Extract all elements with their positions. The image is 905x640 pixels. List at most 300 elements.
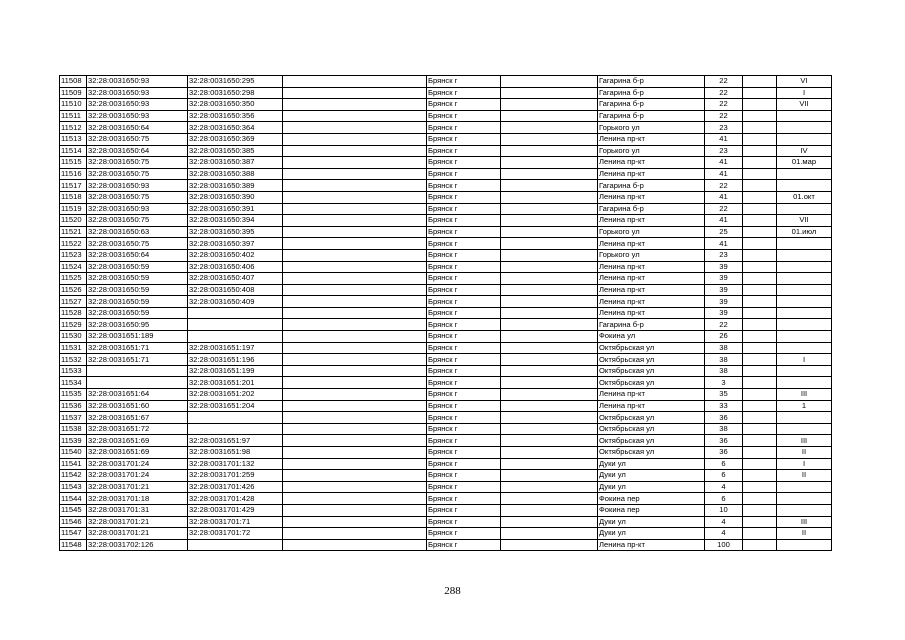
land-cadastral-cell: 32:28:0031650:64 — [87, 249, 188, 261]
district-cell — [501, 191, 598, 203]
city-cell: Брянск г — [427, 284, 501, 296]
object-name-cell — [283, 354, 427, 366]
street-cell: Ленина пр-кт — [598, 400, 705, 412]
city-cell: Брянск г — [427, 377, 501, 389]
district-cell — [501, 284, 598, 296]
building-cell — [743, 435, 777, 447]
premises-cell — [777, 377, 832, 389]
building-cell — [743, 504, 777, 516]
land-cadastral-cell: 32:28:0031701:18 — [87, 493, 188, 505]
city-cell: Брянск г — [427, 331, 501, 343]
land-cadastral-cell: 32:28:0031701:21 — [87, 516, 188, 528]
premises-cell: I — [777, 87, 832, 99]
registry-table — [59, 75, 832, 551]
city-cell: Брянск г — [427, 435, 501, 447]
row-number-cell: 11519 — [60, 203, 87, 215]
house-number-cell: 33 — [705, 400, 743, 412]
table-row — [60, 110, 832, 122]
building-cell — [743, 203, 777, 215]
premises-cell — [777, 110, 832, 122]
land-cadastral-cell: 32:28:0031651:67 — [87, 412, 188, 424]
building-cell — [743, 249, 777, 261]
land-cadastral-cell: 32:28:0031650:75 — [87, 157, 188, 169]
row-number-cell: 11526 — [60, 284, 87, 296]
city-cell: Брянск г — [427, 412, 501, 424]
land-cadastral-cell — [87, 365, 188, 377]
street-cell: Октябрьская ул — [598, 342, 705, 354]
object-cadastral-cell: 32:28:0031651:199 — [188, 365, 283, 377]
city-cell: Брянск г — [427, 226, 501, 238]
row-number-cell: 11540 — [60, 447, 87, 459]
building-cell — [743, 99, 777, 111]
object-cadastral-cell — [188, 307, 283, 319]
house-number-cell: 41 — [705, 238, 743, 250]
premises-cell: VI — [777, 76, 832, 88]
house-number-cell: 41 — [705, 157, 743, 169]
premises-cell: IV — [777, 145, 832, 157]
table-row — [60, 215, 832, 227]
city-cell: Брянск г — [427, 122, 501, 134]
city-cell: Брянск г — [427, 528, 501, 540]
city-cell: Брянск г — [427, 365, 501, 377]
building-cell — [743, 447, 777, 459]
object-name-cell — [283, 226, 427, 238]
building-cell — [743, 238, 777, 250]
building-cell — [743, 528, 777, 540]
land-cadastral-cell: 32:28:0031651:71 — [87, 342, 188, 354]
street-cell: Октябрьская ул — [598, 377, 705, 389]
object-cadastral-cell: 32:28:0031651:201 — [188, 377, 283, 389]
street-cell: Гагарина б-р — [598, 180, 705, 192]
object-name-cell — [283, 389, 427, 401]
row-number-cell: 11509 — [60, 87, 87, 99]
object-cadastral-cell: 32:28:0031650:397 — [188, 238, 283, 250]
land-cadastral-cell: 32:28:0031650:95 — [87, 319, 188, 331]
object-name-cell — [283, 110, 427, 122]
object-name-cell — [283, 342, 427, 354]
house-number-cell: 38 — [705, 354, 743, 366]
district-cell — [501, 307, 598, 319]
table-row — [60, 389, 832, 401]
district-cell — [501, 110, 598, 122]
table-row — [60, 377, 832, 389]
district-cell — [501, 180, 598, 192]
house-number-cell: 23 — [705, 122, 743, 134]
district-cell — [501, 168, 598, 180]
building-cell — [743, 226, 777, 238]
premises-cell — [777, 319, 832, 331]
object-name-cell — [283, 377, 427, 389]
table-row — [60, 528, 832, 540]
district-cell — [501, 249, 598, 261]
premises-cell — [777, 423, 832, 435]
table-row — [60, 226, 832, 238]
table-row — [60, 238, 832, 250]
street-cell: Гагарина б-р — [598, 203, 705, 215]
city-cell: Брянск г — [427, 447, 501, 459]
premises-cell — [777, 284, 832, 296]
object-cadastral-cell: 32:28:0031650:389 — [188, 180, 283, 192]
table-row — [60, 493, 832, 505]
table-row — [60, 191, 832, 203]
land-cadastral-cell: 32:28:0031651:189 — [87, 331, 188, 343]
object-name-cell — [283, 504, 427, 516]
premises-cell — [777, 412, 832, 424]
object-name-cell — [283, 423, 427, 435]
district-cell — [501, 342, 598, 354]
premises-cell: II — [777, 470, 832, 482]
city-cell: Брянск г — [427, 458, 501, 470]
row-number-cell: 11544 — [60, 493, 87, 505]
land-cadastral-cell: 32:28:0031701:24 — [87, 458, 188, 470]
street-cell: Октябрьская ул — [598, 412, 705, 424]
row-number-cell: 11536 — [60, 400, 87, 412]
house-number-cell: 36 — [705, 447, 743, 459]
house-number-cell: 6 — [705, 470, 743, 482]
object-cadastral-cell: 32:28:0031651:98 — [188, 447, 283, 459]
house-number-cell: 4 — [705, 528, 743, 540]
district-cell — [501, 516, 598, 528]
street-cell: Гагарина б-р — [598, 99, 705, 111]
object-cadastral-cell: 32:28:0031701:426 — [188, 481, 283, 493]
table-row — [60, 296, 832, 308]
object-name-cell — [283, 203, 427, 215]
object-name-cell — [283, 145, 427, 157]
object-cadastral-cell: 32:28:0031701:259 — [188, 470, 283, 482]
object-cadastral-cell: 32:28:0031650:394 — [188, 215, 283, 227]
building-cell — [743, 122, 777, 134]
premises-cell: III — [777, 516, 832, 528]
table-row — [60, 157, 832, 169]
object-name-cell — [283, 516, 427, 528]
district-cell — [501, 215, 598, 227]
building-cell — [743, 342, 777, 354]
house-number-cell: 38 — [705, 365, 743, 377]
district-cell — [501, 389, 598, 401]
table-row — [60, 365, 832, 377]
city-cell: Брянск г — [427, 354, 501, 366]
district-cell — [501, 296, 598, 308]
object-name-cell — [283, 458, 427, 470]
premises-cell: VII — [777, 215, 832, 227]
land-cadastral-cell: 32:28:0031701:31 — [87, 504, 188, 516]
city-cell: Брянск г — [427, 87, 501, 99]
table-row — [60, 307, 832, 319]
district-cell — [501, 157, 598, 169]
house-number-cell: 22 — [705, 203, 743, 215]
house-number-cell: 36 — [705, 435, 743, 447]
table-row — [60, 354, 832, 366]
table-row — [60, 539, 832, 551]
object-name-cell — [283, 168, 427, 180]
street-cell: Дуки ул — [598, 470, 705, 482]
city-cell: Брянск г — [427, 238, 501, 250]
row-number-cell: 11533 — [60, 365, 87, 377]
district-cell — [501, 319, 598, 331]
district-cell — [501, 365, 598, 377]
premises-cell: 01.мар — [777, 157, 832, 169]
row-number-cell: 11527 — [60, 296, 87, 308]
table-row — [60, 76, 832, 88]
table-row — [60, 203, 832, 215]
object-name-cell — [283, 435, 427, 447]
land-cadastral-cell: 32:28:0031651:64 — [87, 389, 188, 401]
building-cell — [743, 481, 777, 493]
object-cadastral-cell: 32:28:0031650:298 — [188, 87, 283, 99]
building-cell — [743, 307, 777, 319]
object-name-cell — [283, 249, 427, 261]
land-cadastral-cell: 32:28:0031650:93 — [87, 180, 188, 192]
street-cell: Ленина пр-кт — [598, 238, 705, 250]
object-cadastral-cell: 32:28:0031701:72 — [188, 528, 283, 540]
object-cadastral-cell — [188, 423, 283, 435]
city-cell: Брянск г — [427, 110, 501, 122]
object-cadastral-cell: 32:28:0031650:369 — [188, 133, 283, 145]
house-number-cell: 39 — [705, 307, 743, 319]
district-cell — [501, 203, 598, 215]
object-name-cell — [283, 331, 427, 343]
house-number-cell: 10 — [705, 504, 743, 516]
district-cell — [501, 87, 598, 99]
row-number-cell: 11535 — [60, 389, 87, 401]
land-cadastral-cell: 32:28:0031650:93 — [87, 99, 188, 111]
street-cell: Ленина пр-кт — [598, 168, 705, 180]
street-cell: Горького ул — [598, 122, 705, 134]
land-cadastral-cell: 32:28:0031701:21 — [87, 528, 188, 540]
house-number-cell: 41 — [705, 215, 743, 227]
row-number-cell: 11545 — [60, 504, 87, 516]
object-name-cell — [283, 99, 427, 111]
city-cell: Брянск г — [427, 400, 501, 412]
house-number-cell: 39 — [705, 284, 743, 296]
house-number-cell: 23 — [705, 145, 743, 157]
building-cell — [743, 261, 777, 273]
land-cadastral-cell: 32:28:0031650:93 — [87, 110, 188, 122]
house-number-cell: 36 — [705, 412, 743, 424]
building-cell — [743, 145, 777, 157]
district-cell — [501, 99, 598, 111]
street-cell: Октябрьская ул — [598, 354, 705, 366]
object-name-cell — [283, 238, 427, 250]
district-cell — [501, 145, 598, 157]
street-cell: Горького ул — [598, 226, 705, 238]
table-row — [60, 412, 832, 424]
street-cell: Горького ул — [598, 249, 705, 261]
premises-cell — [777, 342, 832, 354]
house-number-cell: 100 — [705, 539, 743, 551]
object-name-cell — [283, 365, 427, 377]
table-row — [60, 284, 832, 296]
object-cadastral-cell: 32:28:0031651:204 — [188, 400, 283, 412]
land-cadastral-cell: 32:28:0031650:93 — [87, 87, 188, 99]
district-cell — [501, 261, 598, 273]
land-cadastral-cell: 32:28:0031650:64 — [87, 145, 188, 157]
street-cell: Ленина пр-кт — [598, 539, 705, 551]
object-name-cell — [283, 400, 427, 412]
land-cadastral-cell: 32:28:0031701:24 — [87, 470, 188, 482]
house-number-cell: 26 — [705, 331, 743, 343]
street-cell: Ленина пр-кт — [598, 389, 705, 401]
city-cell: Брянск г — [427, 145, 501, 157]
street-cell: Октябрьская ул — [598, 447, 705, 459]
street-cell: Октябрьская ул — [598, 365, 705, 377]
city-cell: Брянск г — [427, 99, 501, 111]
building-cell — [743, 76, 777, 88]
building-cell — [743, 284, 777, 296]
page-number: 288 — [444, 585, 461, 597]
row-number-cell: 11530 — [60, 331, 87, 343]
district-cell — [501, 528, 598, 540]
premises-cell — [777, 331, 832, 343]
street-cell: Гагарина б-р — [598, 319, 705, 331]
district-cell — [501, 377, 598, 389]
building-cell — [743, 400, 777, 412]
street-cell: Октябрьская ул — [598, 423, 705, 435]
premises-cell — [777, 249, 832, 261]
building-cell — [743, 331, 777, 343]
district-cell — [501, 133, 598, 145]
table-row — [60, 423, 832, 435]
premises-cell: III — [777, 435, 832, 447]
object-name-cell — [283, 307, 427, 319]
street-cell: Ленина пр-кт — [598, 191, 705, 203]
row-number-cell: 11525 — [60, 273, 87, 285]
row-number-cell: 11546 — [60, 516, 87, 528]
premises-cell: III — [777, 389, 832, 401]
building-cell — [743, 377, 777, 389]
premises-cell — [777, 365, 832, 377]
registry-body — [60, 76, 832, 551]
building-cell — [743, 215, 777, 227]
object-name-cell — [283, 215, 427, 227]
object-name-cell — [283, 470, 427, 482]
street-cell: Ленина пр-кт — [598, 261, 705, 273]
district-cell — [501, 331, 598, 343]
city-cell: Брянск г — [427, 539, 501, 551]
object-name-cell — [283, 180, 427, 192]
premises-cell: II — [777, 528, 832, 540]
object-cadastral-cell: 32:28:0031651:197 — [188, 342, 283, 354]
premises-cell — [777, 273, 832, 285]
object-name-cell — [283, 87, 427, 99]
object-name-cell — [283, 157, 427, 169]
house-number-cell: 38 — [705, 342, 743, 354]
table-row — [60, 331, 832, 343]
object-cadastral-cell: 32:28:0031650:391 — [188, 203, 283, 215]
city-cell: Брянск г — [427, 180, 501, 192]
row-number-cell: 11539 — [60, 435, 87, 447]
object-cadastral-cell: 32:28:0031701:132 — [188, 458, 283, 470]
table-row — [60, 87, 832, 99]
building-cell — [743, 110, 777, 122]
table-row — [60, 481, 832, 493]
street-cell: Ленина пр-кт — [598, 273, 705, 285]
table-row — [60, 145, 832, 157]
house-number-cell: 41 — [705, 191, 743, 203]
premises-cell — [777, 504, 832, 516]
district-cell — [501, 76, 598, 88]
object-cadastral-cell: 32:28:0031650:408 — [188, 284, 283, 296]
house-number-cell: 38 — [705, 423, 743, 435]
street-cell: Дуки ул — [598, 528, 705, 540]
land-cadastral-cell: 32:28:0031651:72 — [87, 423, 188, 435]
house-number-cell: 25 — [705, 226, 743, 238]
table-row — [60, 504, 832, 516]
object-name-cell — [283, 191, 427, 203]
land-cadastral-cell: 32:28:0031650:75 — [87, 133, 188, 145]
object-cadastral-cell: 32:28:0031650:390 — [188, 191, 283, 203]
row-number-cell: 11515 — [60, 157, 87, 169]
land-cadastral-cell: 32:28:0031650:59 — [87, 273, 188, 285]
district-cell — [501, 273, 598, 285]
house-number-cell: 3 — [705, 377, 743, 389]
object-name-cell — [283, 481, 427, 493]
building-cell — [743, 493, 777, 505]
district-cell — [501, 122, 598, 134]
building-cell — [743, 296, 777, 308]
land-cadastral-cell: 32:28:0031650:64 — [87, 122, 188, 134]
house-number-cell: 39 — [705, 296, 743, 308]
row-number-cell: 11548 — [60, 539, 87, 551]
premises-cell: 01.окт — [777, 191, 832, 203]
city-cell: Брянск г — [427, 203, 501, 215]
row-number-cell: 11514 — [60, 145, 87, 157]
object-cadastral-cell — [188, 319, 283, 331]
city-cell: Брянск г — [427, 516, 501, 528]
premises-cell: 01.июл — [777, 226, 832, 238]
building-cell — [743, 133, 777, 145]
land-cadastral-cell: 32:28:0031650:59 — [87, 307, 188, 319]
object-name-cell — [283, 319, 427, 331]
table-row — [60, 435, 832, 447]
street-cell: Ленина пр-кт — [598, 133, 705, 145]
street-cell: Дуки ул — [598, 516, 705, 528]
premises-cell — [777, 238, 832, 250]
table-row — [60, 342, 832, 354]
premises-cell — [777, 122, 832, 134]
district-cell — [501, 354, 598, 366]
street-cell: Фокина пер — [598, 493, 705, 505]
house-number-cell: 6 — [705, 493, 743, 505]
row-number-cell: 11537 — [60, 412, 87, 424]
object-name-cell — [283, 539, 427, 551]
object-name-cell — [283, 412, 427, 424]
object-cadastral-cell: 32:28:0031650:395 — [188, 226, 283, 238]
premises-cell — [777, 539, 832, 551]
premises-cell: 1 — [777, 400, 832, 412]
building-cell — [743, 354, 777, 366]
city-cell: Брянск г — [427, 273, 501, 285]
house-number-cell: 39 — [705, 261, 743, 273]
house-number-cell: 23 — [705, 249, 743, 261]
city-cell: Брянск г — [427, 307, 501, 319]
city-cell: Брянск г — [427, 133, 501, 145]
district-cell — [501, 400, 598, 412]
district-cell — [501, 481, 598, 493]
land-cadastral-cell: 32:28:0031650:75 — [87, 215, 188, 227]
table-row — [60, 458, 832, 470]
object-name-cell — [283, 493, 427, 505]
premises-cell — [777, 261, 832, 273]
row-number-cell: 11547 — [60, 528, 87, 540]
street-cell: Дуки ул — [598, 458, 705, 470]
land-cadastral-cell — [87, 377, 188, 389]
object-cadastral-cell: 32:28:0031650:409 — [188, 296, 283, 308]
house-number-cell: 22 — [705, 87, 743, 99]
object-cadastral-cell: 32:28:0031701:71 — [188, 516, 283, 528]
object-cadastral-cell: 32:28:0031650:350 — [188, 99, 283, 111]
row-number-cell: 11528 — [60, 307, 87, 319]
